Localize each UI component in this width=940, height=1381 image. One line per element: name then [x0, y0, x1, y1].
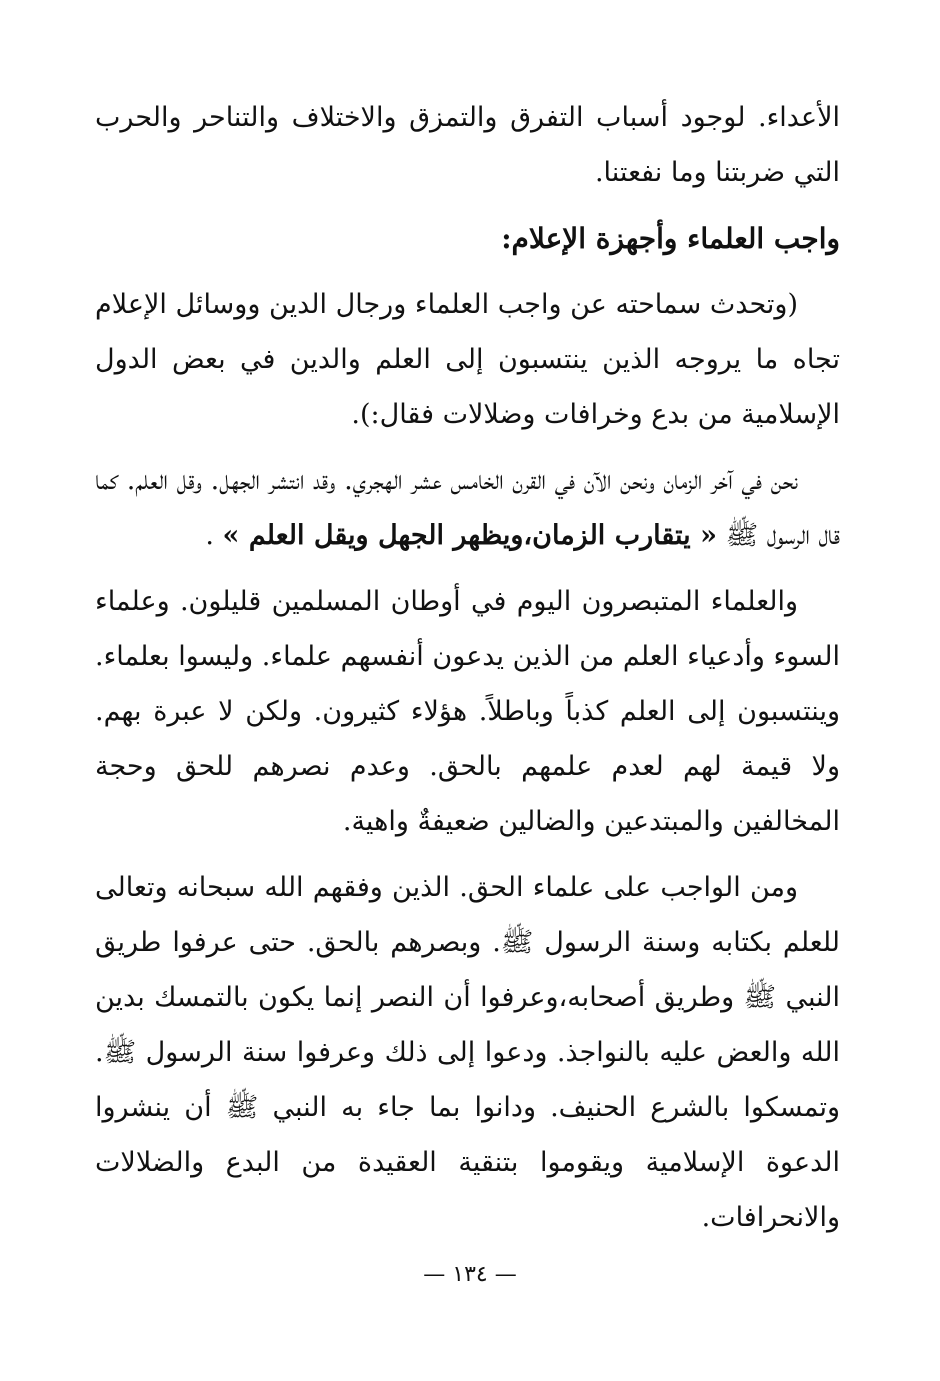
page-number: — ١٣٤ — — [423, 1262, 517, 1287]
page-body — [95, 90, 840, 1256]
paragraph-3-text: نحن في آخر الزمان ونحن الآن في القرن الخامس عشر الهجري. وقد انتشر الجهل. وقل العلم. كما قال الرسول ﷺ — [95, 465, 840, 551]
paragraph-2: (وتحدث سماحته عن واجب العلماء ورجال الدين ووسائل الإعلام تجاه ما يروجه الذين ينتسبون إلى العلم والدين في بعض الدول الإسلامية من بدع وخرافات وضلالات فقال:). — [95, 289, 840, 430]
section-heading: واجب العلماء وأجهزة الإعلام: — [501, 222, 840, 255]
hadith-quote: « يتقارب الزمان،ويظهر الجهل ويقل العلم » — [222, 520, 717, 551]
paragraph-3 — [95, 453, 840, 563]
paragraph-4: والعلماء المتبصرون اليوم في أوطان المسلمين قليلون. وعلماء السوء وأدعياء العلم من الذين يدعون أنفسهم علماء. وليسوا بعلماء. وينتسبون إلى العلم كذباً وباطلاً. هؤلاء كثيرون. ولكن لا عبرة بهم. ولا قيمة لهم لعدم علمهم بالحق. وعدم نصرهم للحق وحجة المخالفين والمبتدعين والضالين ضعيفةٌ واهية. — [95, 586, 840, 837]
paragraph-3-end: . — [205, 520, 214, 551]
paragraph-5: ومن الواجب على علماء الحق. الذين وفقهم الله سبحانه وتعالى للعلم بكتابه وسنة الرسول ﷺ. وبصرهم بالحق. حتى عرفوا طريق النبي ﷺ وطريق أصحابه،وعرفوا أن النصر إنما يكون بالتمسك بدين الله والعض عليه بالنواجذ. ودعوا إلى ذلك وعرفوا سنة الرسول ﷺ. وتمسكوا بالشرع الحنيف. ودانوا بما جاء به النبي ﷺ أن ينشروا الدعوة الإسلامية ويقوموا بتنقية العقيدة من البدع والضلالات والانحرافات. — [95, 872, 840, 1233]
paragraph-1: الأعداء. لوجود أسباب التفرق والتمزق والاختلاف والتناحر والحرب التي ضربتنا وما نفعتنا. — [95, 102, 840, 188]
